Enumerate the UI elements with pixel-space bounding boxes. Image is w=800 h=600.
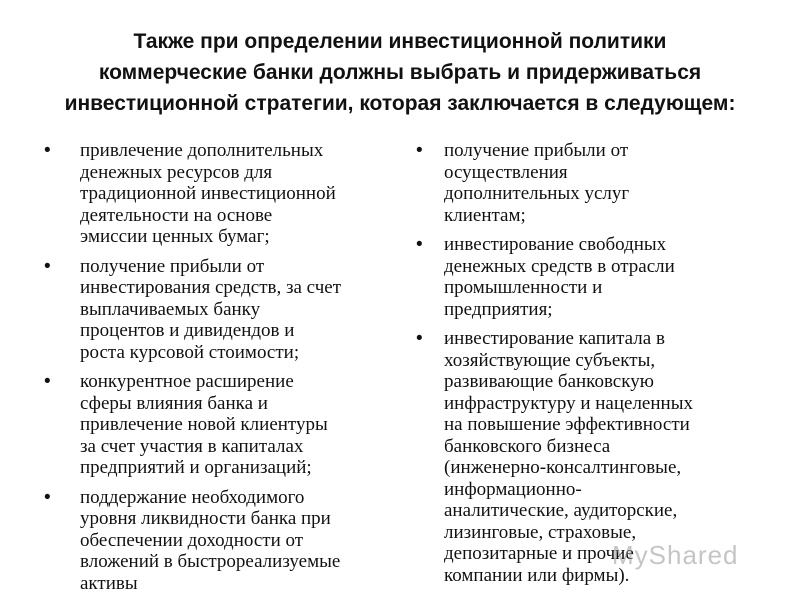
- bullet-text-line: клиентам;: [444, 204, 526, 226]
- bullet-item: [36, 487, 396, 595]
- bullet-text-line: поддержание необходимого: [80, 486, 305, 508]
- bullet-text-line: за счет участия в капиталах: [80, 435, 304, 457]
- bullet-text-line: привлечение новой клиентуры: [80, 414, 328, 435]
- bullet-icon: •: [416, 234, 423, 255]
- bullet-text-line: эмиссии ценных бумаг;: [80, 226, 270, 247]
- bullet-text-line: компании или фирмы).: [444, 564, 630, 586]
- bullet-text-line: хозяйствующие субъекты,: [444, 349, 656, 371]
- bullet-text-line: на повышение эффективности: [444, 414, 690, 435]
- bullet-icon: •: [416, 328, 423, 349]
- bullet-text-line: традиционной инвестиционной: [80, 183, 336, 204]
- bullet-text-line: получение прибыли от: [444, 140, 629, 161]
- right-bullet-list: [412, 140, 782, 594]
- slide-title: [30, 26, 770, 119]
- bullet-text-line: денежных ресурсов для: [80, 161, 273, 183]
- bullet-text-line: обеспечении доходности от: [80, 529, 304, 551]
- title-line: Также при определении инвестиционной политики: [133, 30, 667, 53]
- bullet-icon: •: [44, 255, 51, 277]
- bullet-item: [412, 140, 782, 226]
- bullet-text-line: уровня ликвидности банка при: [80, 508, 331, 529]
- watermark-logo: MyShared: [612, 540, 739, 570]
- bullet-icon: •: [416, 140, 423, 161]
- bullet-text-line: развивающие банковскую: [444, 371, 654, 392]
- bullet-text-line: привлечение дополнительных: [80, 140, 324, 161]
- bullet-item: [36, 256, 396, 364]
- bullet-text-line: инвестирования средств, за счет: [80, 277, 342, 298]
- bullet-text-line: активы: [80, 572, 138, 594]
- bullet-item: [36, 371, 396, 479]
- title-line: коммерческие банки должны выбрать и придерживаться: [98, 61, 702, 84]
- bullet-text-line: получение прибыли от: [80, 255, 265, 277]
- bullet-icon: •: [44, 371, 51, 392]
- bullet-text-line: денежных средств в отрасли: [444, 255, 675, 277]
- bullet-text-line: аналитические, аудиторские,: [444, 500, 678, 521]
- bullet-text-line: деятельности на основе: [80, 204, 273, 226]
- bullet-icon: •: [44, 486, 51, 508]
- bullet-text-line: предприятия;: [444, 298, 553, 320]
- bullet-text-line: предприятий и организаций;: [80, 457, 312, 478]
- bullet-text-line: банковского бизнеса: [444, 435, 611, 457]
- bullet-text-line: инвестирование свободных: [444, 234, 667, 255]
- bullet-text-line: дополнительных услуг: [444, 183, 630, 204]
- bullet-text-line: роста курсовой стоимости;: [80, 341, 300, 363]
- bullet-text-line: депозитарные и прочие: [444, 543, 634, 564]
- bullet-text-line: информационно-: [444, 478, 582, 500]
- bullet-text-line: процентов и дивидендов и: [80, 320, 295, 341]
- title-line: инвестиционной стратегии, которая заключается в следующем:: [64, 92, 736, 115]
- bullet-text-line: осуществления: [444, 161, 568, 183]
- bullet-text-line: промышленности и: [444, 277, 603, 298]
- bullet-item: [412, 234, 782, 320]
- bullet-text-line: (инженерно-консалтинговые,: [444, 457, 682, 478]
- bullet-icon: •: [44, 140, 51, 161]
- left-bullet-list: [36, 140, 396, 600]
- bullet-item: [36, 140, 396, 248]
- bullet-text-line: конкурентное расширение: [80, 371, 294, 392]
- bullet-text-line: инвестирование капитала в: [444, 328, 665, 349]
- bullet-text-line: сферы влияния банка и: [80, 392, 268, 414]
- bullet-text-line: выплачиваемых банку: [80, 298, 261, 320]
- bullet-text-line: инфраструктуру и нацеленных: [444, 392, 693, 414]
- bullet-text-line: вложений в быстрореализуемые: [80, 551, 341, 572]
- bullet-text-line: лизинговые, страховые,: [444, 521, 637, 543]
